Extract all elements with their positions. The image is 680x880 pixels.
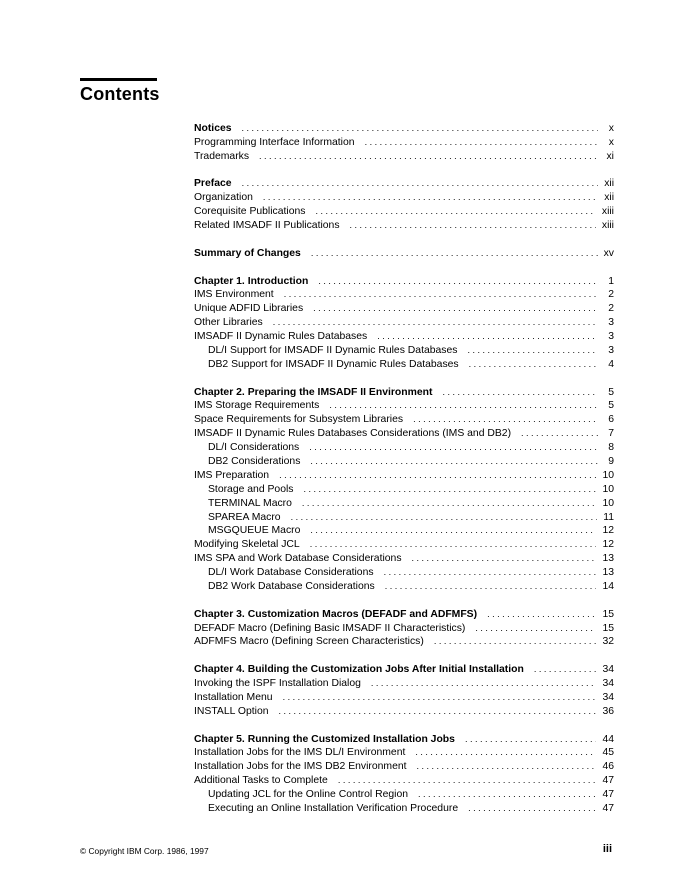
toc-entry-label: DL/I Considerations — [208, 442, 300, 454]
toc-entry-label: Preface — [194, 178, 232, 190]
toc-leader-dots — [279, 469, 596, 483]
toc-leader-dots — [310, 524, 596, 538]
toc-entry-page: 12 — [602, 539, 614, 551]
toc-entry[interactable] — [194, 552, 614, 566]
toc-entry-page: 2 — [608, 303, 614, 315]
toc-entry-label: Modifying Skeletal JCL — [194, 539, 300, 551]
toc-entry[interactable] — [194, 399, 614, 413]
section-gap — [194, 594, 614, 608]
toc-entry-label: DEFADF Macro (Defining Basic IMSADF II Characteristics) — [194, 622, 466, 634]
toc-entry-label: DB2 Considerations — [208, 456, 301, 467]
toc-entry[interactable] — [194, 760, 614, 774]
toc-entry-page: 34 — [602, 691, 614, 703]
section-gap — [194, 372, 614, 386]
toc-entry-page: 10 — [602, 483, 614, 495]
toc-leader-dots — [417, 760, 597, 774]
toc-entry-label: IMS SPA and Work Database Considerations — [194, 553, 402, 565]
toc-entry[interactable] — [194, 288, 614, 302]
title-rule — [80, 78, 157, 81]
toc-heading-entry[interactable] — [194, 386, 614, 400]
toc-entry-page: 47 — [602, 775, 614, 787]
toc-entry[interactable] — [194, 580, 614, 594]
toc-heading-entry[interactable] — [194, 275, 614, 289]
toc-heading-entry[interactable] — [194, 733, 614, 747]
toc-leader-dots — [259, 150, 598, 164]
toc-entry-page: 14 — [602, 581, 614, 593]
toc-entry-label: Other Libraries — [194, 317, 263, 329]
toc-entry[interactable] — [194, 635, 614, 649]
toc-entry-page: 45 — [602, 747, 614, 759]
toc-entry[interactable] — [194, 774, 614, 788]
toc-entry-label: INSTALL Option — [194, 705, 269, 717]
toc-entry[interactable] — [194, 705, 614, 719]
toc-entry-label: IMS Preparation — [194, 469, 270, 481]
toc-leader-dots — [534, 663, 597, 677]
toc-entry-label: IMSADF II Dynamic Rules Databases — [194, 331, 368, 343]
toc-entry-label: Chapter 2. Preparing the IMSADF II Environment — [194, 386, 433, 398]
toc-entry-page: 7 — [608, 428, 614, 440]
toc-entry-label: Invoking the ISPF Installation Dialog — [194, 678, 361, 690]
toc-entry-page: 6 — [608, 414, 614, 426]
toc-leader-dots — [242, 122, 598, 136]
toc-entry[interactable] — [194, 788, 614, 802]
toc-entry-label: DB2 Work Database Considerations — [208, 581, 375, 593]
toc-leader-dots — [413, 413, 598, 427]
toc-entry-page: 10 — [602, 497, 614, 509]
toc-leader-dots — [521, 427, 598, 441]
toc-entry-page: 47 — [602, 789, 614, 801]
toc-entry[interactable] — [194, 622, 614, 636]
toc-entry-page: xv — [603, 247, 614, 259]
toc-entry-page: xi — [606, 150, 614, 162]
toc-leader-dots — [350, 219, 596, 233]
toc-entry[interactable] — [194, 497, 614, 511]
toc-leader-dots — [315, 205, 595, 219]
toc-entry-page: 13 — [602, 567, 614, 579]
section-gap — [194, 261, 614, 275]
toc-leader-dots — [468, 802, 596, 816]
toc-leader-dots — [242, 177, 598, 191]
toc-entry-page: xiii — [601, 220, 614, 232]
toc-entry[interactable] — [194, 136, 614, 150]
toc-entry-page: xiii — [601, 206, 614, 218]
toc-entry-page: 2 — [608, 289, 614, 301]
toc-leader-dots — [469, 358, 598, 372]
toc-heading-entry[interactable] — [194, 608, 614, 622]
toc-entry-label: IMS Environment — [194, 289, 274, 301]
toc-entry-label: IMS Storage Requirements — [194, 400, 320, 412]
toc-entry-label: Updating JCL for the Online Control Region — [208, 789, 409, 801]
toc-entry-page: x — [608, 136, 614, 148]
toc-entry[interactable] — [194, 691, 614, 705]
toc-entry-page: 11 — [603, 511, 614, 523]
toc-entry-label: Chapter 1. Introduction — [194, 275, 309, 287]
toc-entry-page: x — [608, 123, 614, 134]
toc-entry-page: 5 — [608, 386, 614, 398]
toc-entry[interactable] — [194, 413, 614, 427]
toc-entry-label: Unique ADFID Libraries — [194, 303, 304, 315]
toc-entry[interactable] — [194, 802, 614, 816]
toc-entry-label: Chapter 4. Building the Customization Jobs After Initial Installation — [194, 664, 524, 676]
toc-leader-dots — [338, 774, 597, 788]
toc-entry[interactable] — [194, 469, 614, 483]
toc-entry-label: SPAREA Macro — [208, 511, 281, 523]
toc-entry-label: Additional Tasks to Complete — [194, 775, 328, 787]
toc-entry-page: 44 — [602, 733, 614, 745]
toc-entry[interactable] — [194, 191, 614, 205]
toc-entry[interactable] — [194, 441, 614, 455]
toc-entry[interactable] — [194, 524, 614, 538]
toc-entry-label: Space Requirements for Subsystem Libraries — [194, 414, 404, 426]
toc-leader-dots — [385, 580, 597, 594]
toc-entry-page: 15 — [602, 622, 614, 634]
toc-entry-label: Summary of Changes — [194, 247, 301, 259]
toc-entry-label: Executing an Online Installation Verification Procedure — [208, 802, 459, 814]
toc-entry-page: 13 — [602, 553, 614, 565]
toc-entry-page: 4 — [608, 358, 614, 370]
toc-leader-dots — [284, 288, 598, 302]
toc-heading-entry[interactable] — [194, 247, 614, 261]
toc-leader-dots — [313, 302, 598, 316]
toc-entry-page: 34 — [602, 664, 614, 676]
toc-leader-dots — [310, 455, 598, 469]
section-gap — [194, 649, 614, 663]
toc-leader-dots — [263, 191, 598, 205]
toc-entry-label: Chapter 5. Running the Customized Installation Jobs — [194, 733, 455, 745]
toc-entry-label: Storage and Pools — [208, 483, 294, 495]
toc-leader-dots — [309, 441, 598, 455]
toc-leader-dots — [475, 622, 596, 636]
toc-entry-page: 34 — [602, 678, 614, 690]
toc-heading-entry[interactable] — [194, 177, 614, 191]
toc-heading-entry[interactable] — [194, 663, 614, 677]
toc-entry[interactable] — [194, 358, 614, 372]
toc-entry[interactable] — [194, 746, 614, 760]
toc-entry-page: 32 — [602, 636, 614, 648]
toc-entry-page: 3 — [608, 344, 614, 356]
toc-leader-dots — [384, 566, 597, 580]
toc-leader-dots — [291, 511, 598, 525]
toc-entry-label: MSGQUEUE Macro — [208, 525, 301, 537]
toc-leader-dots — [377, 330, 598, 344]
toc-entry[interactable] — [194, 344, 614, 358]
toc-leader-dots — [318, 275, 598, 289]
toc-entry-page: 5 — [608, 400, 614, 412]
toc-entry[interactable] — [194, 219, 614, 233]
toc-entry-label: ADFMFS Macro (Defining Screen Characteristics) — [194, 636, 424, 648]
toc-leader-dots — [279, 705, 597, 719]
toc-leader-dots — [487, 608, 596, 622]
section-gap — [194, 233, 614, 247]
toc-entry-page: 46 — [602, 761, 614, 773]
toc-entry-page: 9 — [608, 456, 614, 467]
toc-leader-dots — [311, 247, 598, 261]
toc-leader-dots — [465, 733, 596, 747]
toc-entry[interactable] — [194, 330, 614, 344]
toc-leader-dots — [310, 538, 597, 552]
toc-entry-page: 1 — [608, 275, 614, 287]
toc-heading-entry[interactable] — [194, 122, 614, 136]
toc-entry[interactable] — [194, 538, 614, 552]
toc-entry[interactable] — [194, 150, 614, 164]
toc-leader-dots — [467, 344, 598, 358]
toc-entry-label: DB2 Support for IMSADF II Dynamic Rules Databases — [208, 358, 459, 370]
toc-entry-label: Notices — [194, 123, 232, 134]
section-gap — [194, 164, 614, 178]
toc-leader-dots — [418, 788, 596, 802]
toc-entry-page: xii — [604, 178, 614, 190]
toc-entry-page: 36 — [602, 705, 614, 717]
toc-entry-label: DL/I Work Database Considerations — [208, 567, 374, 579]
toc-entry-label: DL/I Support for IMSADF II Dynamic Rules Databases — [208, 344, 458, 356]
toc-entry-label: Programming Interface Information — [194, 136, 355, 148]
toc-entry-page: 3 — [608, 317, 614, 329]
toc-leader-dots — [302, 497, 597, 511]
toc-leader-dots — [273, 316, 598, 330]
section-gap — [194, 719, 614, 733]
toc-leader-dots — [304, 483, 597, 497]
toc-entry[interactable] — [194, 302, 614, 316]
toc-entry-label: Installation Jobs for the IMS DB2 Environment — [194, 761, 407, 773]
toc-entry[interactable] — [194, 205, 614, 219]
toc-leader-dots — [283, 691, 597, 705]
toc-entry-page: 3 — [608, 331, 614, 343]
page-number: iii — [602, 843, 612, 855]
toc-leader-dots — [412, 552, 597, 566]
toc-entry[interactable] — [194, 483, 614, 497]
toc-entry-page: xii — [604, 192, 614, 204]
toc-entry[interactable] — [194, 511, 614, 525]
toc-entry[interactable] — [194, 427, 614, 441]
toc-entry-label: Corequisite Publications — [194, 206, 306, 218]
toc-entry-page: 47 — [602, 802, 614, 814]
toc-entry[interactable] — [194, 566, 614, 580]
toc-leader-dots — [371, 677, 597, 691]
toc-leader-dots — [365, 136, 598, 150]
toc-entry-page: 10 — [602, 469, 614, 481]
toc-leader-dots — [442, 386, 598, 400]
toc-entry[interactable] — [194, 455, 614, 469]
toc-entry-label: TERMINAL Macro — [208, 497, 292, 509]
toc-entry-page: 12 — [602, 525, 614, 537]
toc-entry-label: Related IMSADF II Publications — [194, 220, 340, 232]
toc-entry-label: Chapter 3. Customization Macros (DEFADF and ADFMFS) — [194, 608, 478, 620]
toc-leader-dots — [434, 635, 597, 649]
toc-entry-label: Organization — [194, 192, 253, 204]
toc-leader-dots — [415, 746, 596, 760]
toc-entry[interactable] — [194, 316, 614, 330]
toc-entry-label: Trademarks — [194, 150, 250, 162]
copyright-notice: © Copyright IBM Corp. 1986, 1997 — [80, 846, 209, 856]
toc-leader-dots — [329, 399, 598, 413]
page-title: Contents — [80, 84, 160, 104]
toc-entry-label: IMSADF II Dynamic Rules Databases Considerations (IMS and DB2) — [194, 428, 512, 440]
toc-entry-page: 8 — [608, 442, 614, 454]
toc-entry[interactable] — [194, 677, 614, 691]
table-of-contents — [194, 122, 614, 816]
toc-entry-label: Installation Jobs for the IMS DL/I Environment — [194, 747, 406, 759]
toc-entry-page: 15 — [602, 608, 614, 620]
toc-entry-label: Installation Menu — [194, 691, 273, 703]
